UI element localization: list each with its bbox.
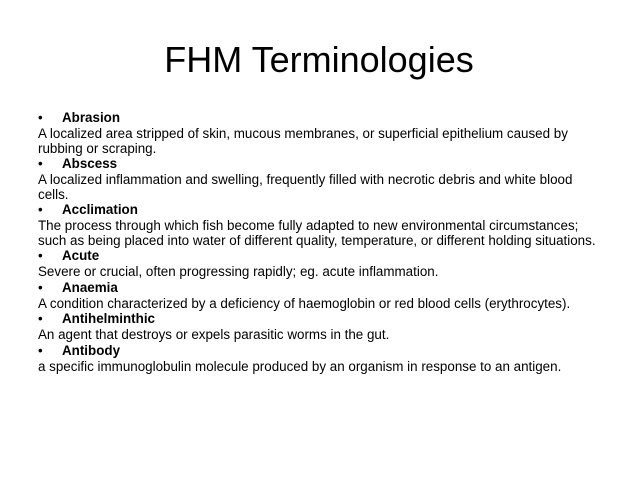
- term-entry: [38, 343, 598, 375]
- term-heading: [38, 202, 598, 218]
- term-entry: [38, 311, 598, 343]
- term-name: Anaemia: [62, 279, 118, 295]
- term-definition: a specific immunoglobulin molecule produced by an organism in response to an antigen.: [38, 358, 562, 374]
- slide-title: FHM Terminologies: [164, 39, 474, 80]
- term-entry: [38, 280, 598, 312]
- bullet-icon: •: [38, 156, 43, 171]
- term-definition: A localized inflammation and swelling, frequently filled with necrotic debris and white blood cells.: [38, 172, 573, 202]
- bullet-icon: •: [38, 311, 43, 326]
- term-heading: [38, 343, 598, 359]
- term-heading: [38, 280, 598, 296]
- term-name: Acclimation: [62, 202, 138, 217]
- term-definition: Severe or crucial, often progressing rapidly; eg. acute inflammation.: [38, 264, 439, 279]
- term-heading: [38, 110, 598, 126]
- term-name: Abscess: [62, 156, 118, 171]
- terminology-list: [38, 110, 598, 374]
- term-heading: [38, 156, 598, 172]
- bullet-icon: •: [38, 279, 43, 295]
- term-entry: [38, 202, 598, 248]
- term-entry: [38, 248, 598, 280]
- term-heading: [38, 311, 598, 327]
- term-definition: A condition characterized by a deficiency of haemoglobin or red blood cells (erythrocytes).: [38, 295, 571, 311]
- term-entry: [38, 110, 598, 156]
- term-name: Abrasion: [62, 110, 121, 125]
- term-definition: The process through which fish become fully adapted to new environmental circumstances; such as being placed into water of different quality, temperature, or different holding situations.: [38, 218, 596, 248]
- term-entry: [38, 156, 598, 202]
- term-heading: [38, 248, 598, 264]
- term-name: Acute: [62, 248, 100, 263]
- bullet-icon: •: [38, 202, 43, 217]
- term-definition: An agent that destroys or expels parasitic worms in the gut.: [38, 327, 390, 342]
- term-name: Antihelminthic: [62, 311, 155, 326]
- term-definition: A localized area stripped of skin, mucous membranes, or superficial epithelium caused by rubbing or scraping.: [38, 126, 568, 156]
- term-name: Antibody: [62, 342, 121, 358]
- bullet-icon: •: [38, 110, 43, 125]
- bullet-icon: •: [38, 248, 43, 263]
- bullet-icon: •: [38, 342, 43, 358]
